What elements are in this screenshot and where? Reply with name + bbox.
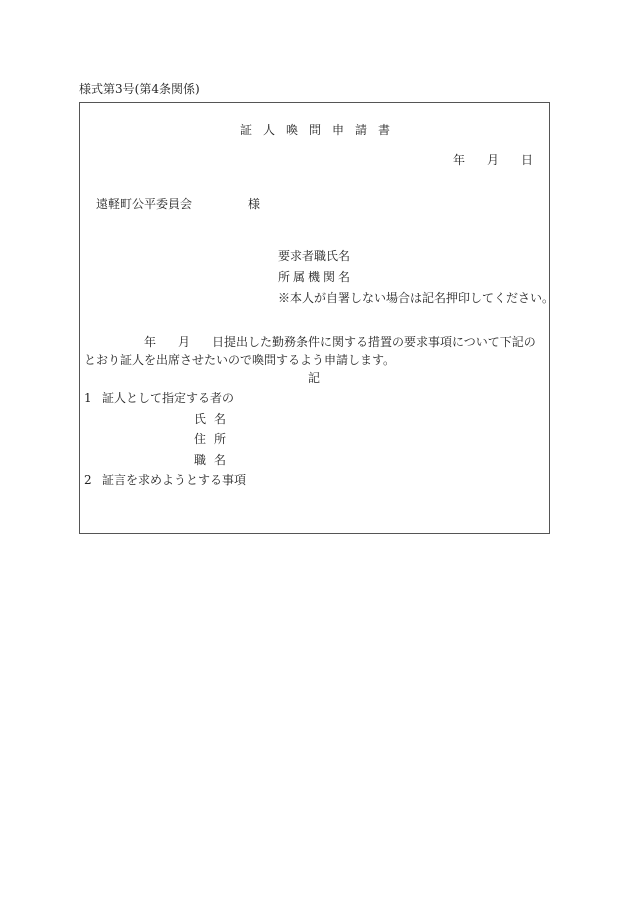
addressee-honorific: 様 xyxy=(248,197,261,211)
item-1-number: 1 xyxy=(84,391,92,405)
body-year: 年 xyxy=(144,335,157,349)
witness-job-field: 職名 xyxy=(194,453,235,467)
date-line xyxy=(431,151,533,168)
body-text: 日提出した勤務条件に関する措置の要求事項について下記のとおり証人を出席させたいので喚問するよう申請します。 xyxy=(84,335,536,367)
ki-heading: 記 xyxy=(308,371,321,385)
item-2-number: 2 xyxy=(84,473,92,487)
item-1 xyxy=(84,389,234,406)
requester-name-label: 要求者職氏名 xyxy=(278,249,351,263)
witness-address-field: 住所 xyxy=(194,432,235,446)
request-body xyxy=(84,333,546,369)
form-number: 様式第3号(第4条関係) xyxy=(79,82,200,96)
witness-name-field: 氏名 xyxy=(194,412,235,426)
item-2-label: 証言を求めようとする事項 xyxy=(102,473,247,487)
form-title: 証人喚問申請書 xyxy=(240,123,402,137)
date-day: 日 xyxy=(520,153,533,167)
item-2 xyxy=(84,471,246,488)
addressee-org: 遠軽町公平委員会 xyxy=(96,197,193,211)
requester-org-label: 所属機関名 xyxy=(278,270,354,284)
item-1-label: 証人として指定する者の xyxy=(102,391,235,405)
addressee xyxy=(96,195,260,212)
body-month: 月 xyxy=(178,335,191,349)
date-year: 年 xyxy=(452,153,465,167)
date-month: 月 xyxy=(486,153,499,167)
form-box xyxy=(79,102,555,534)
requester-note: ※本人が自署しない場合は記名押印してください。 xyxy=(278,291,555,305)
